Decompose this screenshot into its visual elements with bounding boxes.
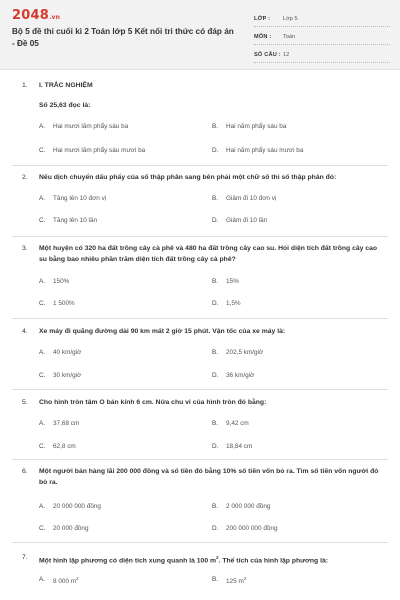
divider xyxy=(12,459,388,460)
option-text: 202,5 km/giờ xyxy=(226,349,264,356)
question-number: 1. xyxy=(22,82,28,89)
question-4 xyxy=(0,326,400,379)
option-text: Giảm đi 10 đơn vị xyxy=(226,195,277,202)
option-text: 200 000 000 đồng xyxy=(226,525,278,532)
option-letter: D. xyxy=(212,525,219,532)
option-letter: C. xyxy=(39,443,46,450)
question-number: 6. xyxy=(22,468,28,475)
question-text-part: . Thể tích của hình lập phương là: xyxy=(218,557,329,565)
option-letter: B. xyxy=(212,576,219,583)
option-text: 2 000 000 đồng xyxy=(226,503,271,510)
option-b[interactable] xyxy=(212,195,276,202)
question-number: 4. xyxy=(22,328,28,335)
option-text: 9,42 cm xyxy=(226,420,249,427)
question-text: Xe máy đi quãng đường dài 90 km mất 2 giờ 15 phút. Vận tốc của xe máy là: xyxy=(39,328,286,335)
option-text: 150% xyxy=(53,278,70,285)
option-d[interactable] xyxy=(212,443,252,450)
option-d[interactable] xyxy=(212,147,303,154)
option-b[interactable] xyxy=(212,420,249,427)
option-value: 125 m xyxy=(226,578,244,586)
option-text: 1,5% xyxy=(226,300,241,307)
option-a[interactable] xyxy=(39,503,101,510)
option-text: 36 km/giờ xyxy=(226,372,255,379)
option-a[interactable] xyxy=(39,349,81,356)
option-letter: B. xyxy=(212,123,219,130)
question-stem xyxy=(0,100,384,111)
meta-key: LỚP : xyxy=(254,16,271,22)
option-text: Hai mươi lăm phẩy sáu ba xyxy=(53,123,129,130)
option-letter: A. xyxy=(39,503,46,510)
section-heading xyxy=(0,80,400,91)
option-a[interactable] xyxy=(39,420,79,427)
section-title: I. TRẮC NGHIỆM xyxy=(39,82,93,89)
option-a[interactable] xyxy=(39,278,69,285)
meta-value: Toán xyxy=(283,34,296,40)
logo-suffix: .vn xyxy=(48,14,61,21)
option-text: 30 km/giờ xyxy=(53,372,82,379)
option-letter: A. xyxy=(39,349,46,356)
option-letter: D. xyxy=(212,300,219,307)
option-text: Hai năm phẩy sáu ba xyxy=(226,123,287,130)
option-letter: D. xyxy=(212,217,219,224)
meta-value: Lớp 5 xyxy=(283,16,298,22)
question-number: 2. xyxy=(22,174,28,181)
option-a[interactable] xyxy=(39,576,79,585)
question-number: 5. xyxy=(22,399,28,406)
question-stem xyxy=(0,326,400,337)
option-letter: C. xyxy=(39,217,46,224)
meta-key: MÔN : xyxy=(254,34,272,40)
question-stem xyxy=(0,243,400,265)
superscript: 2 xyxy=(243,576,247,581)
option-c[interactable] xyxy=(39,147,145,154)
question-text: Nếu dịch chuyển dấu phẩy của số thập phân sang bên phải một chữ số thì số thập phân đó: xyxy=(39,174,337,181)
option-text: 1 500% xyxy=(53,300,75,307)
option-letter: B. xyxy=(212,195,219,202)
meta-row-subject xyxy=(254,30,390,45)
question-5 xyxy=(0,397,400,450)
option-letter: A. xyxy=(39,278,46,285)
option-b[interactable] xyxy=(212,278,239,285)
option-d[interactable] xyxy=(212,372,254,379)
option-text: 18,84 cm xyxy=(226,443,253,450)
divider xyxy=(12,165,388,166)
option-letter: B. xyxy=(212,349,219,356)
option-value: 8 000 m xyxy=(53,578,77,586)
option-text: Hai mươi lăm phẩy sáu mươi ba xyxy=(53,147,146,154)
option-d[interactable] xyxy=(212,217,267,224)
divider xyxy=(12,236,388,237)
option-text: 15% xyxy=(226,278,239,285)
option-b[interactable] xyxy=(212,503,270,510)
logo-text: 2048 xyxy=(12,8,49,23)
question-text: Một huyện có 320 ha đất trồng cây cà phê và 480 ha đất trồng cây cao su. Hỏi diện tích đất trồng cây cao su bằng bao nhiêu phần trăm diện tích đất trồng cây cà phê? xyxy=(39,245,378,263)
option-b[interactable] xyxy=(212,576,246,585)
option-letter: D. xyxy=(212,147,219,154)
option-letter: C. xyxy=(39,300,46,307)
question-2 xyxy=(0,172,400,224)
divider xyxy=(12,318,388,319)
option-text: 40 km/giờ xyxy=(53,349,82,356)
option-b[interactable] xyxy=(212,123,286,130)
option-text: Hai năm phẩy sáu mươi ba xyxy=(226,147,304,154)
option-c[interactable] xyxy=(39,300,75,307)
option-c[interactable] xyxy=(39,525,89,532)
question-stem xyxy=(0,172,400,183)
question-text-part: Một hình lập phương có diện tích xung quanh là 100 m xyxy=(39,557,217,565)
meta-row-class xyxy=(254,12,390,27)
option-d[interactable] xyxy=(212,300,241,307)
option-letter: A. xyxy=(39,123,46,130)
question-3 xyxy=(0,243,400,307)
question-stem xyxy=(0,466,400,488)
option-letter: A. xyxy=(39,195,46,202)
option-b[interactable] xyxy=(212,349,263,356)
option-text: 37,68 cm xyxy=(53,420,80,427)
divider xyxy=(12,542,388,543)
superscript: 2 xyxy=(216,555,219,560)
question-text: Cho hình tròn tâm O bán kính 6 cm. Nửa chu vi của hình tròn đó bằng: xyxy=(39,399,267,406)
option-letter: C. xyxy=(39,147,46,154)
option-c[interactable] xyxy=(39,217,97,224)
question-number: 3. xyxy=(22,245,28,252)
option-text xyxy=(226,576,246,585)
option-text: Giảm đi 10 lần xyxy=(226,217,268,224)
option-a[interactable] xyxy=(39,195,106,202)
page-header xyxy=(0,0,400,70)
meta-value: 12 xyxy=(283,52,290,58)
option-text: 20 000 đồng xyxy=(53,525,89,532)
option-text: Tăng lên 10 đơn vị xyxy=(53,195,107,202)
option-letter: C. xyxy=(39,525,46,532)
question-text: Số 25,63 đọc là: xyxy=(39,102,91,109)
option-letter: B. xyxy=(212,420,219,427)
question-6 xyxy=(0,466,400,532)
option-d[interactable] xyxy=(212,525,278,532)
option-c[interactable] xyxy=(39,372,81,379)
option-letter: C. xyxy=(39,372,46,379)
divider xyxy=(12,389,388,390)
question-text xyxy=(24,552,384,566)
option-letter: B. xyxy=(212,503,219,510)
meta-key: SỐ CÂU : xyxy=(254,52,281,58)
question-1 xyxy=(0,80,400,154)
option-letter: D. xyxy=(212,443,219,450)
page-title: Bộ 5 đề thi cuối kì 2 Toán lớp 5 Kết nối tri thức có đáp án - Đề 05 xyxy=(12,27,234,48)
option-text xyxy=(53,576,79,585)
option-c[interactable] xyxy=(39,443,76,450)
option-letter: B. xyxy=(212,278,219,285)
site-logo[interactable] xyxy=(12,8,60,23)
option-a[interactable] xyxy=(39,123,128,130)
superscript: 2 xyxy=(76,576,79,581)
option-text: Tăng lên 10 lần xyxy=(53,217,98,224)
option-text: 62,8 cm xyxy=(53,443,76,450)
option-letter: A. xyxy=(39,420,46,427)
question-stem xyxy=(0,552,400,566)
option-letter: A. xyxy=(39,576,46,583)
question-number: 7. xyxy=(22,554,28,561)
option-letter: D. xyxy=(212,372,219,379)
question-text: Một người bán hàng lãi 200 000 đồng và số tiền đó bằng 10% số tiền vốn bỏ ra. Tìm số tiền vốn người đó bỏ ra. xyxy=(39,468,379,486)
meta-row-count xyxy=(254,48,390,63)
exam-meta xyxy=(254,12,390,63)
question-7 xyxy=(0,552,400,586)
question-stem xyxy=(0,397,400,408)
option-text: 20 000 000 đồng xyxy=(53,503,101,510)
